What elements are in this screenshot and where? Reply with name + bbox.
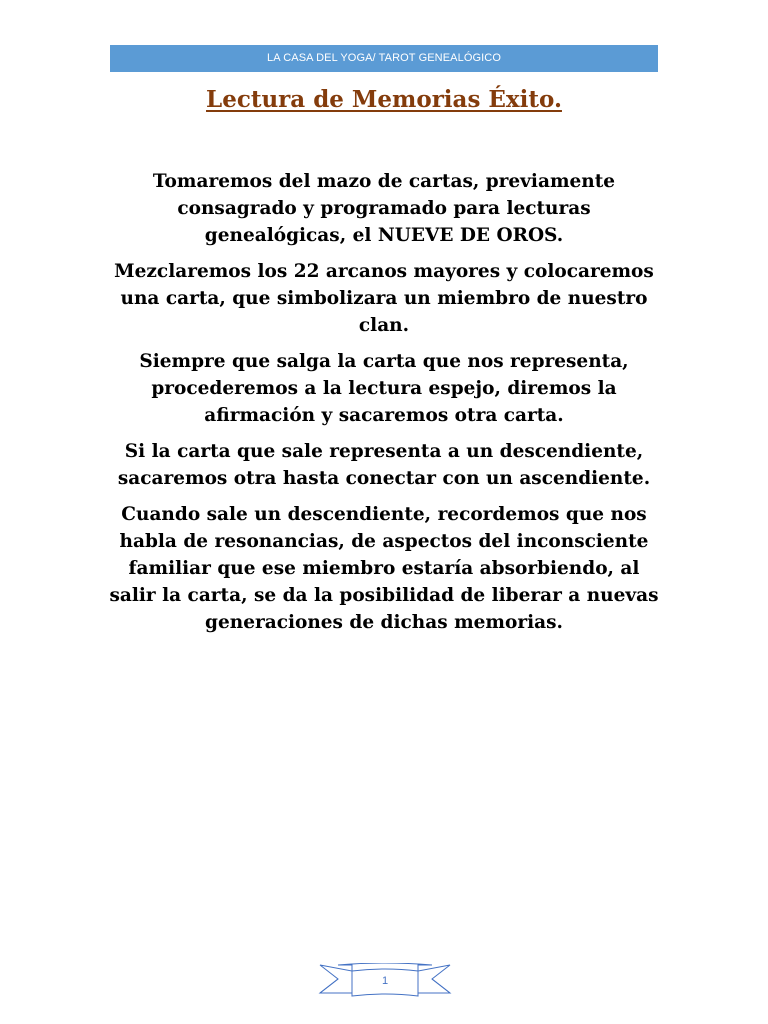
page-number: 1 xyxy=(381,975,389,987)
paragraph-3: Siempre que salga la carta que nos representa, procederemos a la lectura espejo, diremos la afirmación y sacaremos otra carta. xyxy=(139,351,629,426)
paragraph-5: Cuando sale un descendiente, recordemos que nos habla de resonancias, de aspectos del inconsciente familiar que ese miembro estaría absorbiendo, al salir la carta, se da la posibilidad de liberar a nuevas generaciones de dichas memorias. xyxy=(109,504,659,633)
document-title: Lectura de Memorias Éxito. xyxy=(206,86,562,113)
paragraph-1: Tomaremos del mazo de cartas, previamente consagrado y programado para lecturas genealógicas, el NUEVE DE OROS. xyxy=(152,171,616,246)
paragraph-2: Mezclaremos los 22 arcanos mayores y colocaremos una carta, que simbolizara un miembro de nuestro clan. xyxy=(114,261,654,336)
paragraph-4: Si la carta que sale representa a un descendiente, sacaremos otra hasta conectar con un ascendiente. xyxy=(117,441,651,489)
document-body xyxy=(106,168,662,645)
page-footer xyxy=(318,963,452,1003)
page-header: LA CASA DEL YOGA/ TAROT GENEALÓGICO xyxy=(110,45,658,72)
